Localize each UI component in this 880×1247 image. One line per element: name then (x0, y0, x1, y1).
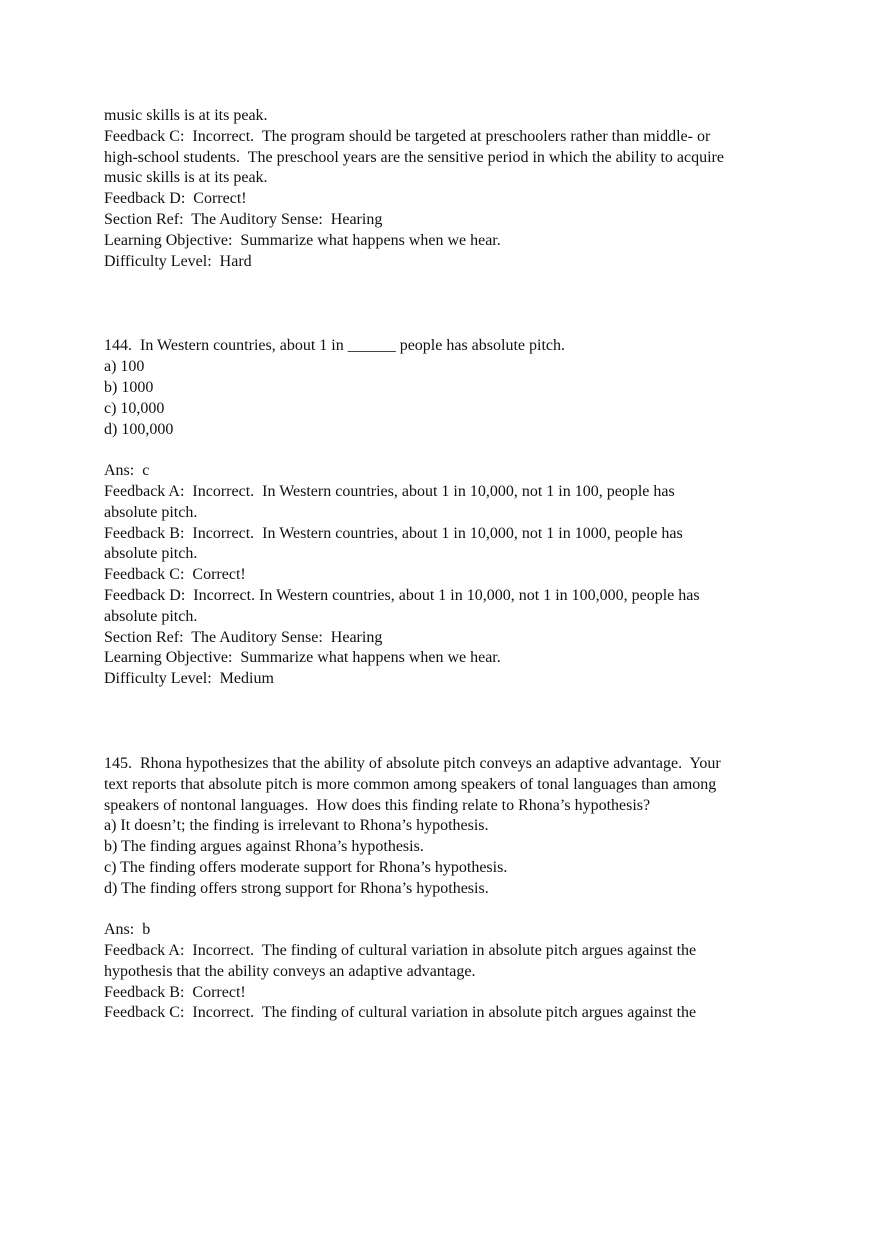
question-text: speakers of nontonal languages. How does this finding relate to Rhona’s hypothesis? (104, 796, 651, 814)
learning-objective: Learning Objective: Summarize what happens when we hear. (104, 231, 501, 249)
text-line: Feedback C: Incorrect. The program should be targeted at preschoolers rather than middle- or (104, 127, 711, 145)
difficulty-level: Difficulty Level: Medium (104, 670, 274, 688)
blank-line (104, 440, 804, 461)
question-text: 144. In Western countries, about 1 in ______ people has absolute pitch. (104, 337, 565, 355)
option-a: a) It doesn’t; the finding is irrelevant to Rhona’s hypothesis. (104, 817, 489, 835)
option-b: b) The finding argues against Rhona’s hypothesis. (104, 838, 424, 856)
question-text: 145. Rhona hypothesizes that the ability of absolute pitch conveys an adaptive advantage. Your (104, 754, 721, 772)
blank-line (104, 900, 804, 921)
option-d: d) 100,000 (104, 420, 174, 438)
option-b: b) 1000 (104, 378, 154, 396)
question-144 (104, 336, 804, 690)
section-ref: Section Ref: The Auditory Sense: Hearing (104, 628, 383, 646)
feedback-line: Feedback C: Incorrect. The finding of cultural variation in absolute pitch argues against the (104, 1004, 697, 1022)
feedback-line: Feedback C: Correct! (104, 566, 246, 584)
spacer (104, 690, 804, 754)
option-a: a) 100 (104, 358, 145, 376)
feedback-line: Feedback A: Incorrect. The finding of cultural variation in absolute pitch argues against the (104, 942, 697, 960)
answer: Ans: c (104, 462, 150, 480)
option-d: d) The finding offers strong support for Rhona’s hypothesis. (104, 879, 489, 897)
text-line: music skills is at its peak. (104, 169, 268, 187)
text-line: music skills is at its peak. (104, 107, 268, 124)
feedback-line: absolute pitch. (104, 545, 198, 563)
option-c: c) 10,000 (104, 399, 165, 417)
feedback-line: Feedback A: Incorrect. In Western countries, about 1 in 10,000, not 1 in 100, people has (104, 482, 675, 500)
answer: Ans: b (104, 921, 151, 939)
spacer (104, 272, 804, 336)
feedback-line: absolute pitch. (104, 607, 198, 625)
text-line: high-school students. The preschool years are the sensitive period in which the ability to acquire (104, 148, 724, 166)
feedback-line: Feedback D: Incorrect. In Western countries, about 1 in 10,000, not 1 in 100,000, people has (104, 586, 700, 604)
question-145 (104, 754, 804, 1024)
feedback-line: absolute pitch. (104, 503, 198, 521)
difficulty-level: Difficulty Level: Hard (104, 252, 252, 270)
question-text: text reports that absolute pitch is more common among speakers of tonal languages than among (104, 775, 717, 793)
feedback-line: Feedback B: Incorrect. In Western countries, about 1 in 10,000, not 1 in 1000, people has (104, 524, 683, 542)
document-page (104, 106, 804, 1024)
feedback-line: Feedback D: Correct! (104, 190, 247, 208)
feedback-line: Feedback B: Correct! (104, 983, 246, 1001)
section-ref: Section Ref: The Auditory Sense: Hearing (104, 210, 383, 228)
feedback-line: hypothesis that the ability conveys an adaptive advantage. (104, 962, 476, 980)
option-c: c) The finding offers moderate support for Rhona’s hypothesis. (104, 858, 508, 876)
learning-objective: Learning Objective: Summarize what happens when we hear. (104, 649, 501, 667)
prev-item-section (104, 106, 804, 272)
